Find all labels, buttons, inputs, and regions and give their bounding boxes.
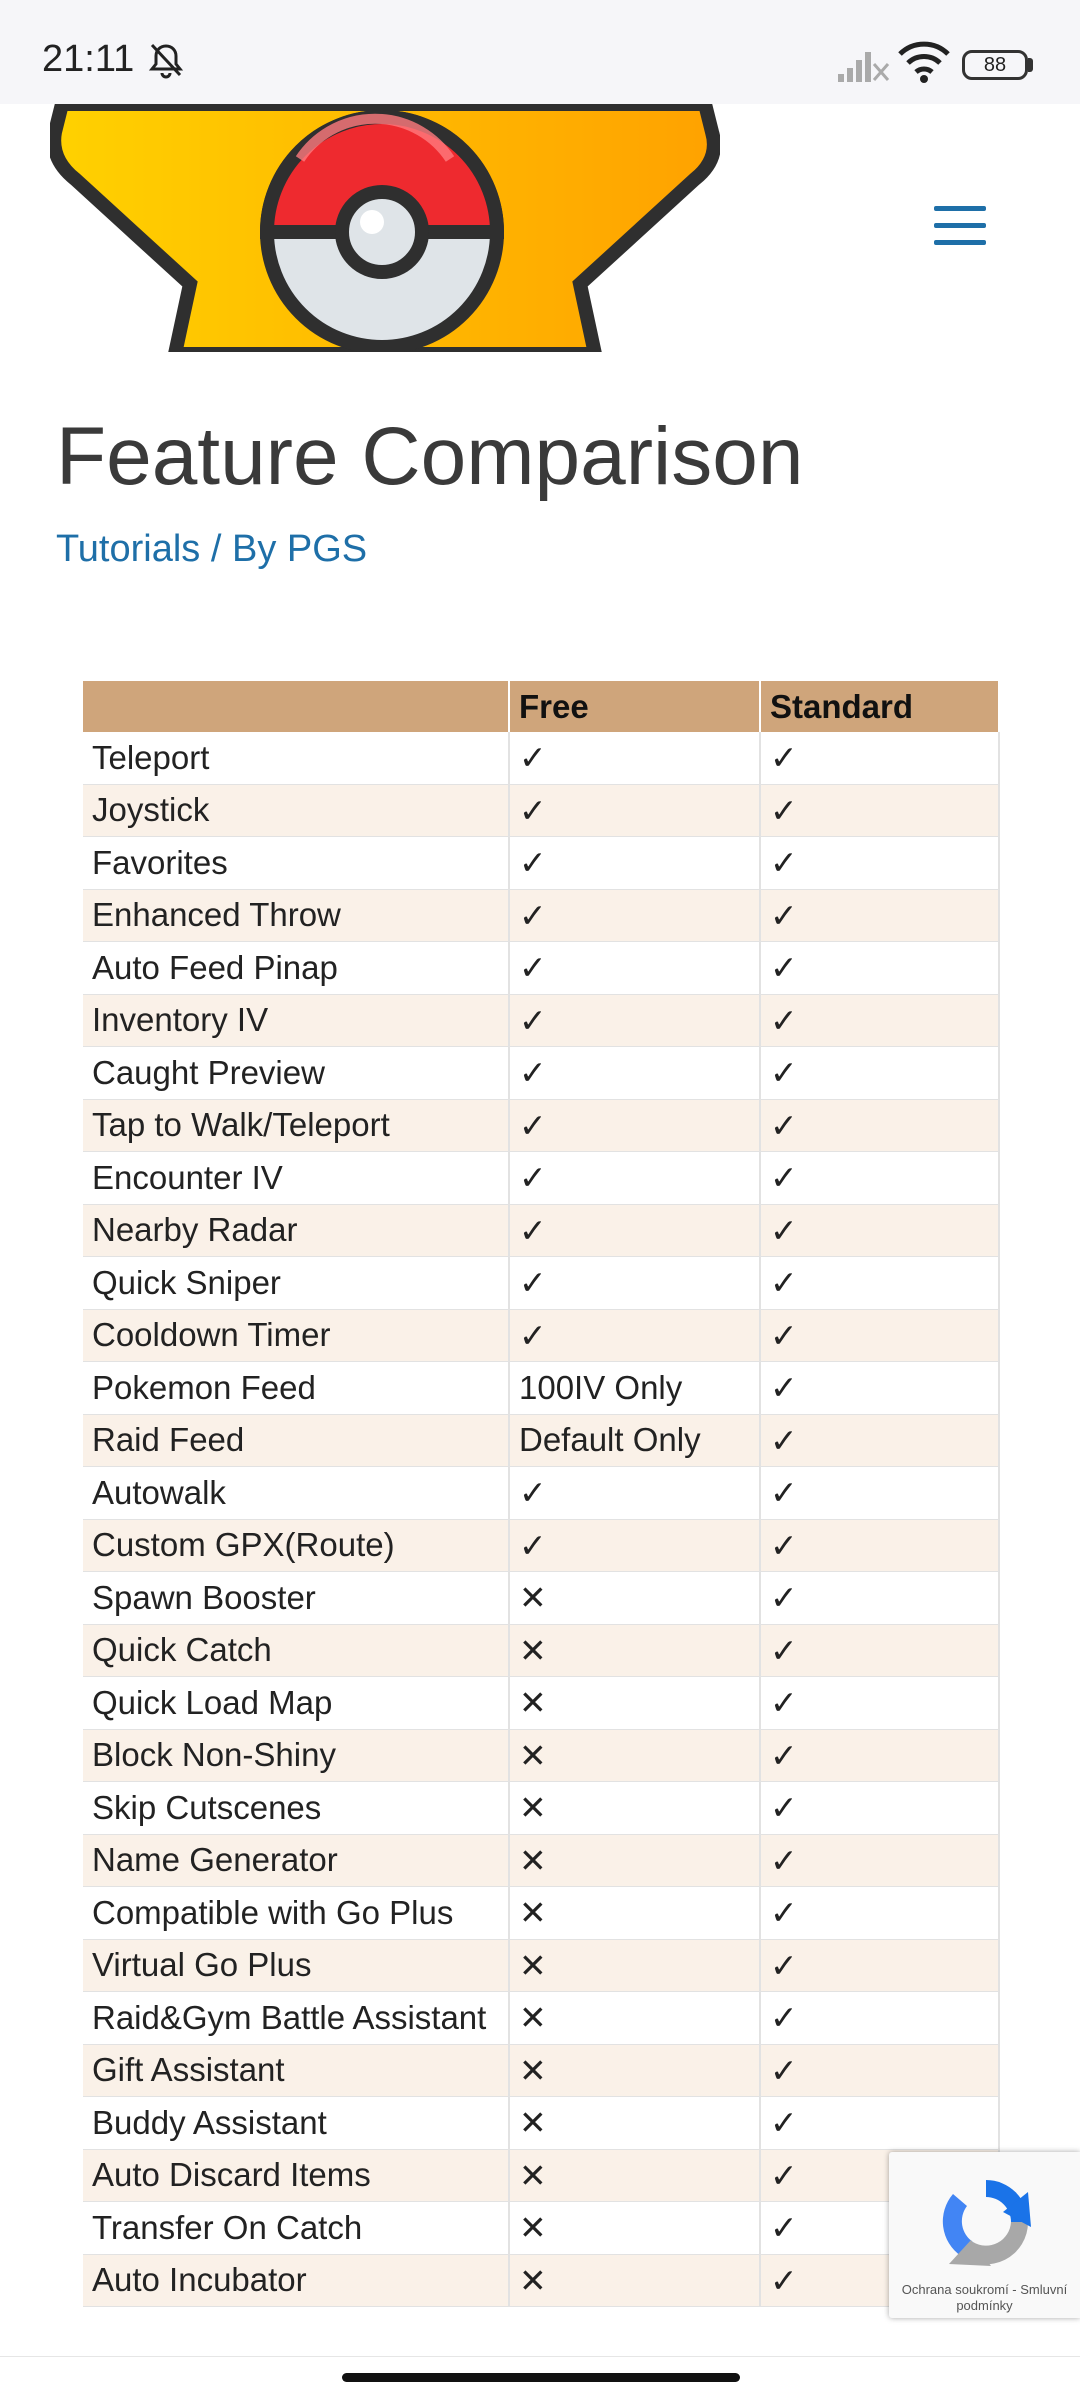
free-cell: ✕ xyxy=(509,1782,760,1835)
standard-cell: ✓ xyxy=(760,2202,999,2255)
feature-cell: Auto Incubator xyxy=(83,2254,509,2307)
table-row xyxy=(83,942,999,995)
battery-tip xyxy=(1028,58,1033,72)
feature-cell: Autowalk xyxy=(83,1467,509,1520)
free-cell: ✓ xyxy=(509,1467,760,1520)
home-indicator[interactable] xyxy=(342,2373,740,2382)
free-cell: ✕ xyxy=(509,1624,760,1677)
free-cell: ✕ xyxy=(509,2202,760,2255)
feature-cell: Favorites xyxy=(83,837,509,890)
table-row xyxy=(83,889,999,942)
recaptcha-line1[interactable]: Ochrana soukromí - Smluvní xyxy=(901,2282,1068,2297)
feature-cell: Auto Discard Items xyxy=(83,2149,509,2202)
feature-cell: Cooldown Timer xyxy=(83,1309,509,1362)
table-header-row xyxy=(83,681,999,732)
feature-cell: Enhanced Throw xyxy=(83,889,509,942)
feature-cell: Custom GPX(Route) xyxy=(83,1519,509,1572)
table-row xyxy=(83,1467,999,1520)
table-row xyxy=(83,1414,999,1467)
table-row xyxy=(83,1099,999,1152)
table-row xyxy=(83,2254,999,2307)
free-cell: ✓ xyxy=(509,1257,760,1310)
free-cell: ✕ xyxy=(509,2097,760,2150)
free-cell: ✕ xyxy=(509,2149,760,2202)
standard-cell: ✓ xyxy=(760,1204,999,1257)
standard-cell: ✓ xyxy=(760,1519,999,1572)
feature-cell: Nearby Radar xyxy=(83,1204,509,1257)
recaptcha-line2[interactable]: podmínky xyxy=(956,2298,1013,2313)
feature-cell: Tap to Walk/Teleport xyxy=(83,1099,509,1152)
category-link[interactable]: Tutorials xyxy=(56,528,201,570)
standard-cell: ✓ xyxy=(760,1309,999,1362)
table-row xyxy=(83,1204,999,1257)
standard-cell: ✓ xyxy=(760,1729,999,1782)
feature-cell: Virtual Go Plus xyxy=(83,1939,509,1992)
table-row xyxy=(83,2202,999,2255)
free-cell: ✕ xyxy=(509,1939,760,1992)
status-time: 21:11 xyxy=(42,38,135,80)
standard-cell: ✓ xyxy=(760,1414,999,1467)
feature-cell: Compatible with Go Plus xyxy=(83,1887,509,1940)
free-cell: ✓ xyxy=(509,942,760,995)
standard-cell: ✓ xyxy=(760,1572,999,1625)
feature-cell: Teleport xyxy=(83,732,509,784)
feature-cell: Raid Feed xyxy=(83,1414,509,1467)
standard-cell: ✓ xyxy=(760,994,999,1047)
free-cell: ✓ xyxy=(509,837,760,890)
feature-cell: Spawn Booster xyxy=(83,1572,509,1625)
feature-cell: Encounter IV xyxy=(83,1152,509,1205)
feature-cell: Gift Assistant xyxy=(83,2044,509,2097)
table-row xyxy=(83,837,999,890)
site-logo[interactable] xyxy=(50,104,720,352)
free-cell: ✓ xyxy=(509,889,760,942)
feature-cell: Quick Load Map xyxy=(83,1677,509,1730)
free-cell: ✓ xyxy=(509,1152,760,1205)
signal-off-icon xyxy=(838,44,890,84)
feature-cell: Raid&Gym Battle Assistant xyxy=(83,1992,509,2045)
standard-cell: ✓ xyxy=(760,784,999,837)
table-row xyxy=(83,2044,999,2097)
standard-cell: ✓ xyxy=(760,1467,999,1520)
feature-cell: Inventory IV xyxy=(83,994,509,1047)
feature-cell: Caught Preview xyxy=(83,1047,509,1100)
free-cell: ✓ xyxy=(509,784,760,837)
standard-cell: ✓ xyxy=(760,1782,999,1835)
table-row xyxy=(83,1152,999,1205)
free-cell: ✕ xyxy=(509,1677,760,1730)
table-body xyxy=(83,732,999,2307)
table-row xyxy=(83,2149,999,2202)
table-row xyxy=(83,732,999,784)
feature-cell: Buddy Assistant xyxy=(83,2097,509,2150)
header-feature xyxy=(83,681,509,732)
standard-cell: ✓ xyxy=(760,1099,999,1152)
standard-cell: ✓ xyxy=(760,1887,999,1940)
header-standard: Standard xyxy=(760,681,999,732)
free-cell: 100IV Only xyxy=(509,1362,760,1415)
table-row xyxy=(83,994,999,1047)
free-cell: ✓ xyxy=(509,732,760,784)
standard-cell: ✓ xyxy=(760,2149,999,2202)
standard-cell: ✓ xyxy=(760,1992,999,2045)
feature-cell: Block Non-Shiny xyxy=(83,1729,509,1782)
standard-cell: ✓ xyxy=(760,2044,999,2097)
free-cell: ✓ xyxy=(509,1309,760,1362)
recaptcha-text xyxy=(893,2282,1076,2314)
feature-cell: Joystick xyxy=(83,784,509,837)
standard-cell: ✓ xyxy=(760,837,999,890)
table-row xyxy=(83,1677,999,1730)
free-cell: ✕ xyxy=(509,1729,760,1782)
feature-cell: Transfer On Catch xyxy=(83,2202,509,2255)
header-free: Free xyxy=(509,681,760,732)
standard-cell: ✓ xyxy=(760,2254,999,2307)
standard-cell: ✓ xyxy=(760,1677,999,1730)
feature-cell: Skip Cutscenes xyxy=(83,1782,509,1835)
bell-off-icon xyxy=(146,40,186,80)
free-cell: ✕ xyxy=(509,1572,760,1625)
table-row xyxy=(83,1887,999,1940)
standard-cell: ✓ xyxy=(760,889,999,942)
standard-cell: ✓ xyxy=(760,1152,999,1205)
free-cell: Default Only xyxy=(509,1414,760,1467)
standard-cell: ✓ xyxy=(760,1257,999,1310)
free-cell: ✓ xyxy=(509,1204,760,1257)
free-cell: ✓ xyxy=(509,1047,760,1100)
standard-cell: ✓ xyxy=(760,732,999,784)
table-row xyxy=(83,2097,999,2150)
author-link[interactable]: PGS xyxy=(286,528,368,570)
feature-comparison-table xyxy=(83,681,1000,2307)
free-cell: ✕ xyxy=(509,1992,760,2045)
recaptcha-badge[interactable] xyxy=(889,2152,1080,2318)
standard-cell: ✓ xyxy=(760,942,999,995)
table-row xyxy=(83,1519,999,1572)
feature-cell: Quick Catch xyxy=(83,1624,509,1677)
table-row xyxy=(83,1939,999,1992)
recaptcha-icon xyxy=(931,2172,1041,2272)
free-cell: ✕ xyxy=(509,1887,760,1940)
standard-cell: ✓ xyxy=(760,1362,999,1415)
free-cell: ✕ xyxy=(509,2044,760,2097)
table-row xyxy=(83,1624,999,1677)
table-row xyxy=(83,1047,999,1100)
page-title: Feature Comparison xyxy=(56,411,804,502)
standard-cell: ✓ xyxy=(760,1047,999,1100)
table-row xyxy=(83,1729,999,1782)
standard-cell: ✓ xyxy=(760,2097,999,2150)
wifi-icon xyxy=(898,40,950,84)
table-row xyxy=(83,784,999,837)
free-cell: ✓ xyxy=(509,1099,760,1152)
feature-cell: Quick Sniper xyxy=(83,1257,509,1310)
free-cell: ✓ xyxy=(509,994,760,1047)
free-cell: ✕ xyxy=(509,1834,760,1887)
table-row xyxy=(83,1782,999,1835)
free-cell: ✕ xyxy=(509,2254,760,2307)
table-row xyxy=(83,1992,999,2045)
feature-cell: Pokemon Feed xyxy=(83,1362,509,1415)
table-row xyxy=(83,1309,999,1362)
table-row xyxy=(83,1834,999,1887)
battery-indicator: 88 xyxy=(962,50,1028,80)
table-row xyxy=(83,1362,999,1415)
status-bar xyxy=(0,0,1080,104)
post-meta xyxy=(56,528,367,571)
standard-cell: ✓ xyxy=(760,1624,999,1677)
table-row xyxy=(83,1257,999,1310)
free-cell: ✓ xyxy=(509,1519,760,1572)
meta-separator: / By xyxy=(200,528,287,570)
hamburger-menu-icon[interactable] xyxy=(934,206,986,246)
table-row xyxy=(83,1572,999,1625)
standard-cell: ✓ xyxy=(760,1939,999,1992)
feature-cell: Auto Feed Pinap xyxy=(83,942,509,995)
feature-cell: Name Generator xyxy=(83,1834,509,1887)
standard-cell: ✓ xyxy=(760,1834,999,1887)
